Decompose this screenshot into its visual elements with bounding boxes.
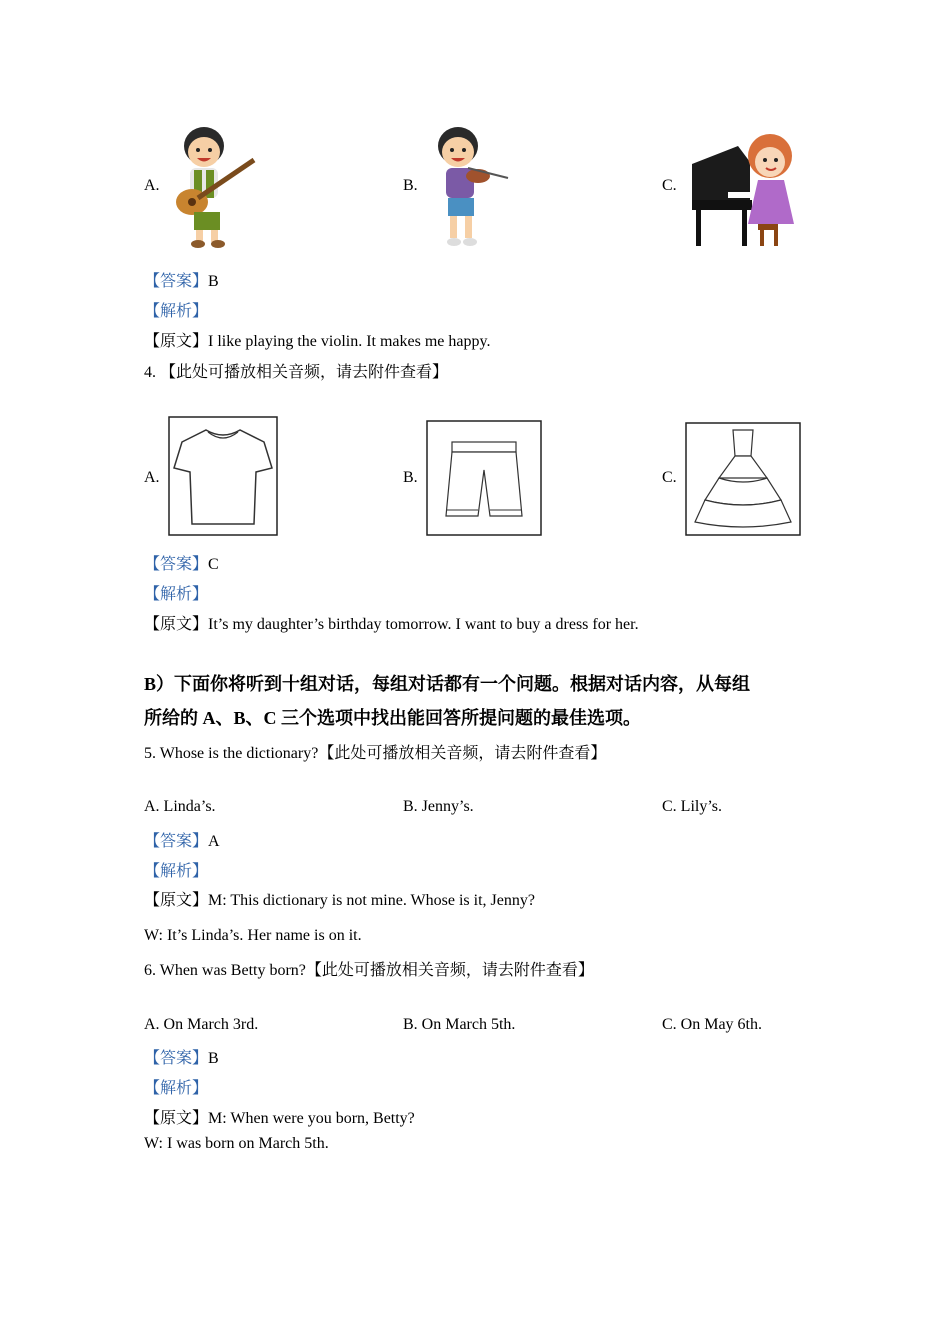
q3-answer-value: B	[208, 273, 219, 290]
q3-option-a-letter: A.	[144, 177, 160, 194]
q4-answer-line: 【答案】C	[144, 556, 219, 573]
q5-option-b: B. Jenny’s.	[403, 798, 474, 815]
q6-answer-value: B	[208, 1050, 219, 1067]
q4-option-c-letter: C.	[662, 469, 677, 486]
dress-image	[685, 422, 801, 536]
q4-stem: 4. 【此处可播放相关音频，请去附件查看】	[144, 364, 449, 381]
q4-option-b-letter: B.	[403, 469, 418, 486]
q5-original-line2: W: It’s Linda’s. Her name is on it.	[144, 927, 362, 944]
q5-analysis-line: 【解析】	[144, 863, 209, 880]
q3-answer-line: 【答案】B	[144, 273, 219, 290]
q5-stem: 5. Whose is the dictionary?【此处可播放相关音频，请去附件查看】	[144, 745, 607, 762]
q3-option-c-letter: C.	[662, 177, 677, 194]
q6-original-line2: W: I was born on March 5th.	[144, 1135, 329, 1152]
q5-option-a: A. Linda’s.	[144, 798, 216, 815]
girl-piano-image	[688, 132, 800, 250]
shorts-image	[426, 420, 542, 536]
q3-analysis-line: 【解析】	[144, 303, 209, 320]
q6-original-line: 【原文】M: When were you born, Betty?	[144, 1110, 415, 1127]
q6-analysis-line: 【解析】	[144, 1080, 209, 1097]
q6-stem: 6. When was Betty born?【此处可播放相关音频，请去附件查看】	[144, 962, 594, 979]
boy-violin-image	[428, 118, 512, 250]
q3-option-b-letter: B.	[403, 177, 418, 194]
q5-answer-line: 【答案】A	[144, 833, 220, 850]
q6-option-b: B. On March 5th.	[403, 1016, 516, 1033]
section-b-heading-line2: 所给的 A、B、C 三个选项中找出能回答所提问题的最佳选项。	[144, 708, 642, 728]
q4-option-a-letter: A.	[144, 469, 160, 486]
q4-analysis-line: 【解析】	[144, 586, 209, 603]
q4-original-line: 【原文】It’s my daughter’s birthday tomorrow. I want to buy a dress for her.	[144, 616, 639, 633]
section-b-heading-line1: B）下面你将听到十组对话，每组对话都有一个问题。根据对话内容，从每组	[144, 674, 751, 694]
q4-answer-value: C	[208, 556, 219, 573]
q6-option-c: C. On May 6th.	[662, 1016, 762, 1033]
q5-option-c: C. Lily’s.	[662, 798, 723, 815]
q5-original-line: 【原文】M: This dictionary is not mine. Whose is it, Jenny?	[144, 892, 535, 909]
tshirt-image	[168, 416, 278, 536]
q3-original-line: 【原文】I like playing the violin. It makes me happy.	[144, 333, 491, 350]
q6-answer-line: 【答案】B	[144, 1050, 219, 1067]
boy-guitar-image	[168, 118, 260, 250]
q6-option-a: A. On March 3rd.	[144, 1016, 259, 1033]
q5-answer-value: A	[208, 833, 220, 850]
